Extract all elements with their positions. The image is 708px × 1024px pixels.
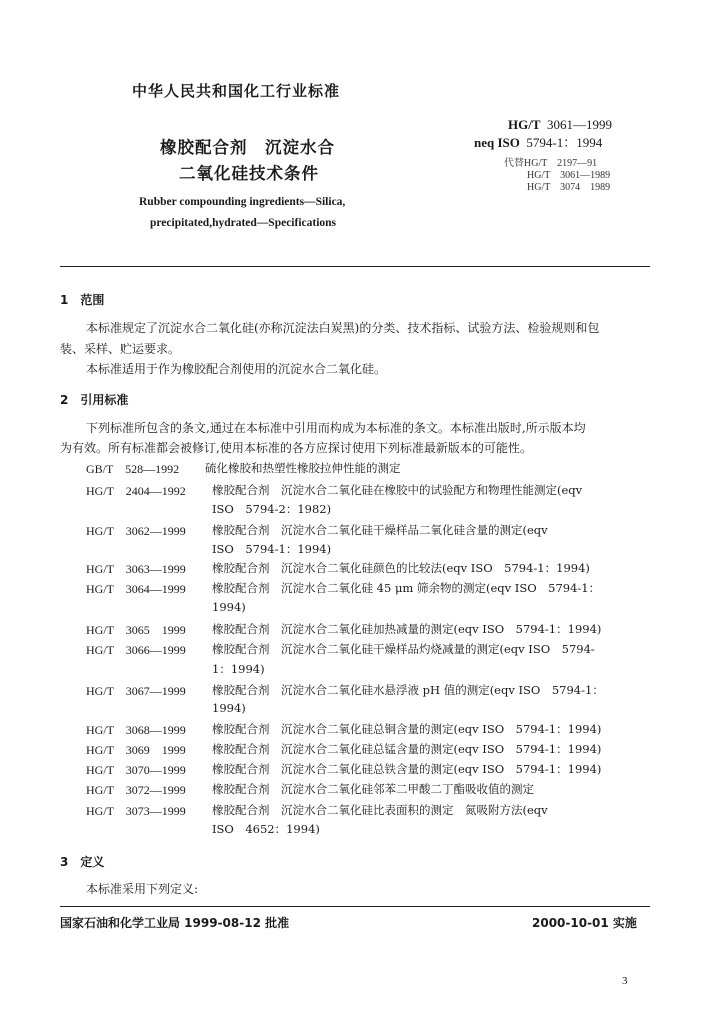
replaces-line3: HG/T 3074 1989 <box>527 182 611 193</box>
section-3-para1: 本标准采用下列定义: <box>86 882 199 896</box>
title-en-line2: precipitated,hydrated—Specifications <box>150 217 337 229</box>
title-cn-line2: 二氧化硅技术条件 <box>179 164 319 183</box>
ref-title: 硫化橡胶和热塑性橡胶拉伸性能的测定 <box>205 461 401 475</box>
ref-code: HG/T 3063—1999 <box>86 562 186 576</box>
iso-equivalence <box>474 132 602 151</box>
section-2-heading: 2 引用标准 <box>60 393 129 407</box>
ref-code: HG/T 3072—1999 <box>86 783 186 797</box>
header-divider <box>60 266 650 267</box>
standard-code <box>508 117 612 133</box>
page-number: 3 <box>622 975 628 987</box>
iso-value: 5794-1：1994 <box>526 135 603 150</box>
ref-code: HG/T 3067—1999 <box>86 684 186 698</box>
ref-title: 橡胶配合剂 沉淀水合二氧化硅在橡胶中的试验配方和物理性能测定(eqv <box>212 483 583 497</box>
ref-title: 橡胶配合剂 沉淀水合二氧化硅邻苯二甲酸二丁酯吸收值的测定 <box>212 782 534 796</box>
ref-title: 橡胶配合剂 沉淀水合二氧化硅 45 μm 筛余物的测定(eqv ISO 5794-1： <box>212 581 601 595</box>
ref-title: 橡胶配合剂 沉淀水合二氧化硅干燥样品灼烧减量的测定(eqv ISO 5794- <box>212 642 595 656</box>
ref-title: 橡胶配合剂 沉淀水合二氧化硅颜色的比较法(eqv ISO 5794-1：1994) <box>212 561 590 575</box>
iso-label: ISO <box>497 135 520 150</box>
neq-label: neq <box>474 135 495 150</box>
title-cn-line1: 橡胶配合剂 沉淀水合 <box>160 138 335 157</box>
ref-title-cont: ISO 4652：1994) <box>212 822 320 836</box>
ref-title: 橡胶配合剂 沉淀水合二氧化硅总铁含量的测定(eqv ISO 5794-1：1994) <box>212 762 602 776</box>
ref-code: HG/T 3070—1999 <box>86 763 186 777</box>
footer-divider <box>60 906 650 907</box>
ref-title: 橡胶配合剂 沉淀水合二氧化硅水悬浮液 pH 值的测定(eqv ISO 5794-1： <box>212 683 604 697</box>
ref-title-cont: 1：1994) <box>212 662 265 676</box>
ref-code: HG/T 3069 1999 <box>86 743 186 757</box>
ref-code: HG/T 3062—1999 <box>86 524 186 538</box>
ref-title: 橡胶配合剂 沉淀水合二氧化硅比表面积的测定 氮吸附方法(eqv <box>212 803 548 817</box>
ref-code: HG/T 3068—1999 <box>86 723 186 737</box>
section-1-para1-line2: 装、采样、贮运要求。 <box>60 342 181 356</box>
ref-title-cont: ISO 5794-1：1994) <box>212 542 332 556</box>
ref-title: 橡胶配合剂 沉淀水合二氧化硅总锰含量的测定(eqv ISO 5794-1：1994) <box>212 742 602 756</box>
standard-category-title: 中华人民共和国化工行业标准 <box>132 82 341 100</box>
section-3-heading: 3 定义 <box>60 855 105 869</box>
section-1-para2: 本标准适用于作为橡胶配合剂使用的沉淀水合二氧化硅。 <box>86 362 387 376</box>
ref-title: 橡胶配合剂 沉淀水合二氧化硅总铜含量的测定(eqv ISO 5794-1：1994) <box>212 722 602 736</box>
title-en-line1: Rubber compounding ingredients—Silica, <box>139 196 346 208</box>
ref-code: HG/T 3066—1999 <box>86 643 186 657</box>
code-value: 3061—1999 <box>547 117 613 132</box>
ref-code: HG/T 2404—1992 <box>86 484 186 498</box>
ref-code: HG/T 3073—1999 <box>86 804 186 818</box>
section-1-para1-line1: 本标准规定了沉淀水合二氧化硅(亦称沉淀法白炭黑)的分类、技术指标、试验方法、检验规则和包 <box>86 321 600 335</box>
replaces-line2: HG/T 3061—1989 <box>527 170 611 181</box>
ref-title: 橡胶配合剂 沉淀水合二氧化硅加热减量的测定(eqv ISO 5794-1：1994) <box>212 622 602 636</box>
section-1-heading: 1 范围 <box>60 293 105 307</box>
ref-code: HG/T 3064—1999 <box>86 582 186 596</box>
ref-title-cont: 1994) <box>212 701 246 715</box>
ref-title-cont: 1994) <box>212 600 246 614</box>
section-2-para1-line2: 为有效。所有标准都会被修订,使用本标准的各方应探讨使用下列标准最新版本的可能性。 <box>60 441 532 455</box>
section-2-para1-line1: 下列标准所包含的条文,通过在本标准中引用而构成为本标准的条文。本标准出版时,所示版本均 <box>86 421 586 435</box>
ref-code: HG/T 3065 1999 <box>86 623 186 637</box>
ref-title-cont: ISO 5794-2：1982) <box>212 502 332 516</box>
approval-statement: 国家石油和化学工业局 1999-08-12 批准 <box>60 916 290 930</box>
ref-code: GB/T 528—1992 <box>86 462 180 476</box>
effective-date: 2000-10-01 实施 <box>532 916 637 930</box>
replaces-line1: 代替HG/T 2197—91 <box>504 158 598 169</box>
ref-title: 橡胶配合剂 沉淀水合二氧化硅干燥样品二氧化硅含量的测定(eqv <box>212 523 548 537</box>
code-label: HG/T <box>508 117 541 132</box>
